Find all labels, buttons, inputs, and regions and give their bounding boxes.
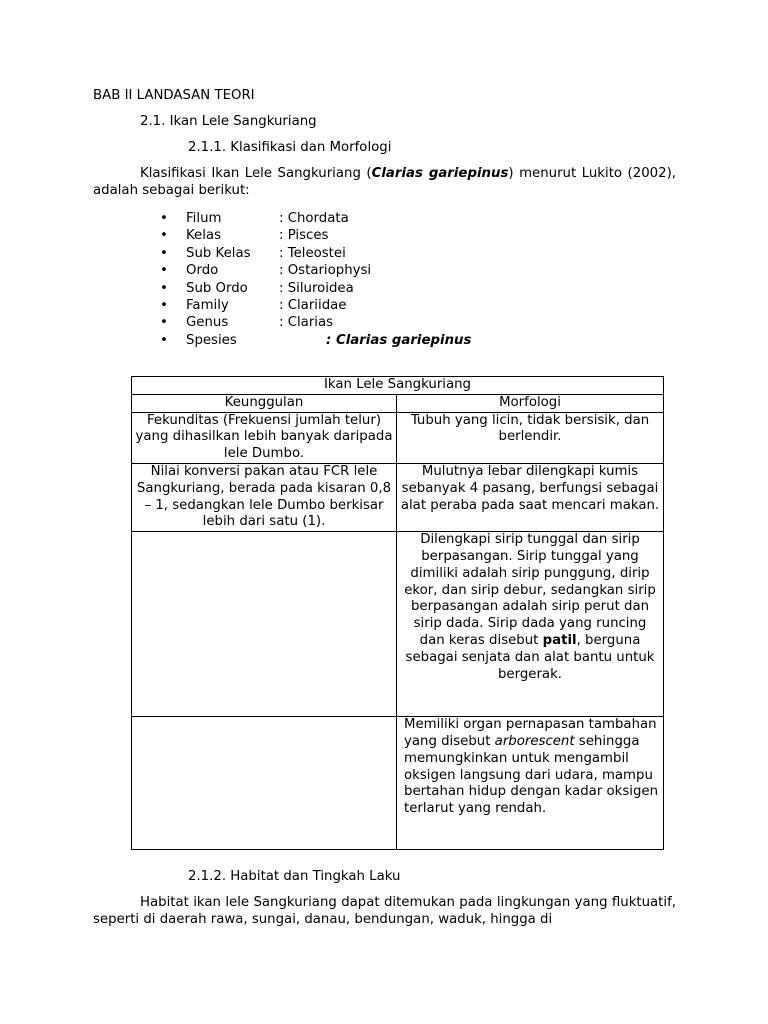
subsection-title-habitat: 2.1.2. Habitat dan Tingkah Laku xyxy=(188,869,401,884)
morfologi-text: sehingga memungkinkan untuk mengambil oksigen langsung dari udara, mampu bertahan hidup dengan kadar oksigen terlarut yang rendah. xyxy=(404,733,659,817)
bullet: • xyxy=(160,332,168,348)
classification-value: : Clariidae xyxy=(279,297,347,313)
morfologi-bold-term: patil xyxy=(542,632,577,648)
table-row xyxy=(132,412,664,463)
comparison-table xyxy=(131,376,664,850)
morfologi-text: Dilengkapi sirip tunggal dan sirip berpasangan. Sirip tunggal yang dimiliki adalah sirip punggung, dirip ekor, dan sirip debur, sedangkan sirip berpasangan adalah sirip perut dan sirip dada. Sirip dada yang runcing dan keras disebut xyxy=(404,532,656,648)
morfologi-text: Memiliki organ pernapasan tambahan yang disebut xyxy=(404,717,657,749)
keunggulan-cell: Nilai konversi pakan atau FCR lele Sangkuriang, berada pada kisaran 0,8 – 1, sedangkan lele Dumbo berkisar lebih dari satu (1). xyxy=(132,463,397,531)
classification-value: : Siluroidea xyxy=(279,280,354,296)
intro-after: ) menurut Lukito (2002), adalah sebagai berikut: xyxy=(93,166,676,198)
classification-value: : Pisces xyxy=(279,228,329,244)
bullet: • xyxy=(160,263,168,279)
classification-value: : Teleostei xyxy=(279,245,346,261)
intro-before: Klasifikasi Ikan Lele Sangkuriang ( xyxy=(140,166,372,181)
classification-label: Kelas xyxy=(186,228,222,244)
keunggulan-cell xyxy=(132,717,397,850)
classification-label: Family xyxy=(186,297,229,313)
classification-label: Spesies xyxy=(186,332,237,348)
classification-label: Genus xyxy=(186,315,229,331)
bullet: • xyxy=(160,297,168,313)
bullet: • xyxy=(160,315,168,331)
bullet: • xyxy=(160,228,168,244)
classification-value: : Chordata xyxy=(279,211,349,226)
column-header-morfologi: Morfologi xyxy=(397,394,664,412)
morfologi-cell xyxy=(397,532,664,717)
bullet: • xyxy=(160,280,168,296)
classification-label: Filum xyxy=(186,211,222,226)
subsection-title-klasifikasi: 2.1.1. Klasifikasi dan Morfologi xyxy=(188,140,392,155)
morfologi-cell: Tubuh yang licin, tidak bersisik, dan berlendir. xyxy=(397,412,664,463)
morfologi-cell xyxy=(397,717,664,850)
chapter-title: BAB II LANDASAN TEORI xyxy=(93,88,255,103)
table-row xyxy=(132,463,664,531)
bullet: • xyxy=(160,211,168,226)
classification-label: Ordo xyxy=(186,263,219,279)
keunggulan-cell: Fekunditas (Frekuensi jumlah telur) yang dihasilkan lebih banyak daripada lele Dumbo. xyxy=(132,412,397,463)
classification-value: : Clarias gariepinus xyxy=(326,332,472,348)
classification-label: Sub Ordo xyxy=(186,280,248,296)
table-title: Ikan Lele Sangkuriang xyxy=(132,377,664,395)
intro-species: Clarias gariepinus xyxy=(371,166,509,181)
morfologi-italic-term: arborescent xyxy=(494,733,575,749)
morfologi-text: , berguna sebagai senjata dan alat bantu untuk bergerak. xyxy=(405,632,655,682)
table-row xyxy=(132,532,664,717)
section-title: 2.1. Ikan Lele Sangkuriang xyxy=(140,114,317,129)
classification-value: : Ostariophysi xyxy=(279,263,372,279)
table-title-row xyxy=(132,377,664,395)
bullet: • xyxy=(160,245,168,261)
intro-paragraph xyxy=(93,165,676,199)
column-header-keunggulan: Keunggulan xyxy=(132,394,397,412)
keunggulan-cell xyxy=(132,532,397,717)
morfologi-cell: Mulutnya lebar dilengkapi kumis sebanyak 4 pasang, berfungsi sebagai alat peraba pada saat mencari makan. xyxy=(397,463,664,531)
table-header-row xyxy=(132,394,664,412)
classification-value: : Clarias xyxy=(279,315,334,331)
habitat-paragraph: Habitat ikan lele Sangkuriang dapat ditemukan pada lingkungan yang fluktuatif, seperti di daerah rawa, sungai, danau, bendungan, waduk, hingga di xyxy=(93,895,676,927)
classification-label: Sub Kelas xyxy=(186,245,251,261)
table-row xyxy=(132,717,664,850)
